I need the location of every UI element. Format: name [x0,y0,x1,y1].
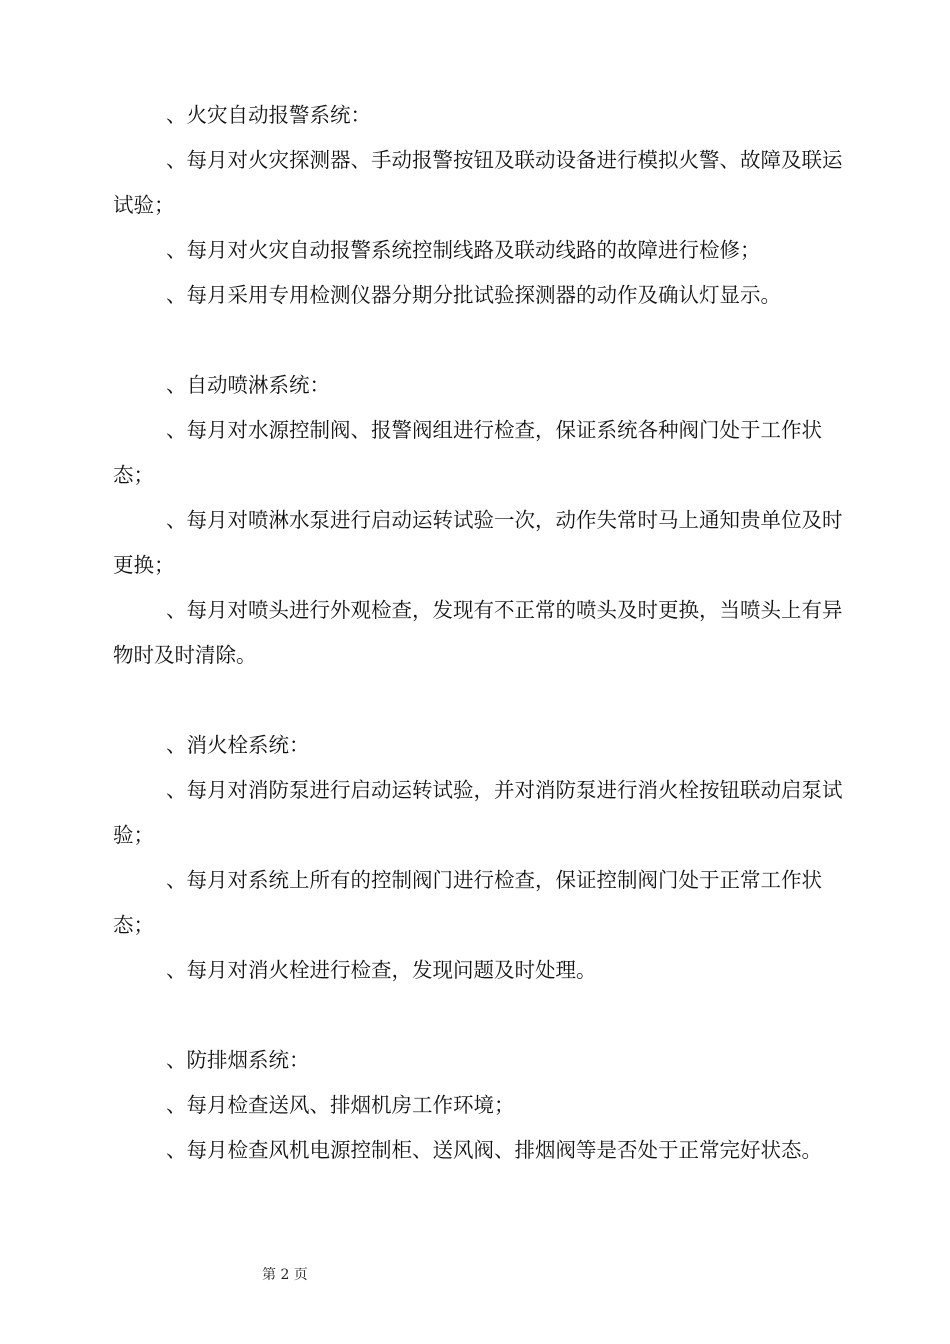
page-number: 第 2 页 [262,1267,308,1283]
list-item: 、每月对消火栓进行检查，发现问题及时处理。 [166,958,597,982]
list-item: 、每月检查送风、排烟机房工作环境； [166,1093,515,1117]
section-spacer [113,318,843,363]
section-heading-sprinkler: 、自动喷淋系统： [166,373,330,397]
list-item: 、每月采用专用检测仪器分期分批试验探测器的动作及确认灯显示。 [166,283,781,307]
list-item: 、每月对火灾自动报警系统控制线路及联动线路的故障进行检修； [166,238,761,262]
section-heading-fire-alarm: 、火灾自动报警系统： [166,103,371,127]
section-spacer [113,993,843,1038]
list-item: 、每月对喷头进行外观检查，发现有不正常的喷头及时更换，当喷头上有异物时及时清除。 [113,598,843,667]
list-item: 、每月对消防泵进行启动运转试验，并对消防泵进行消火栓按钮联动启泵试验； [113,778,843,847]
list-item: 、每月对水源控制阀、报警阀组进行检查，保证系统各种阀门处于工作状态； [113,418,822,487]
section-heading-smoke-control: 、防排烟系统： [166,1048,310,1072]
list-item: 、每月对系统上所有的控制阀门进行检查，保证控制阀门处于正常工作状态； [113,868,822,937]
list-item: 、每月检查风机电源控制柜、送风阀、排烟阀等是否处于正常完好状态。 [166,1138,822,1162]
section-spacer [113,678,843,723]
section-heading-hydrant: 、消火栓系统： [166,733,310,757]
document-body [113,93,843,1173]
list-item: 、每月对喷淋水泵进行启动运转试验一次，动作失常时马上通知贵单位及时更换； [113,508,843,577]
list-item: 、每月对火灾探测器、手动报警按钮及联动设备进行模拟火警、故障及联运试验； [113,148,843,217]
